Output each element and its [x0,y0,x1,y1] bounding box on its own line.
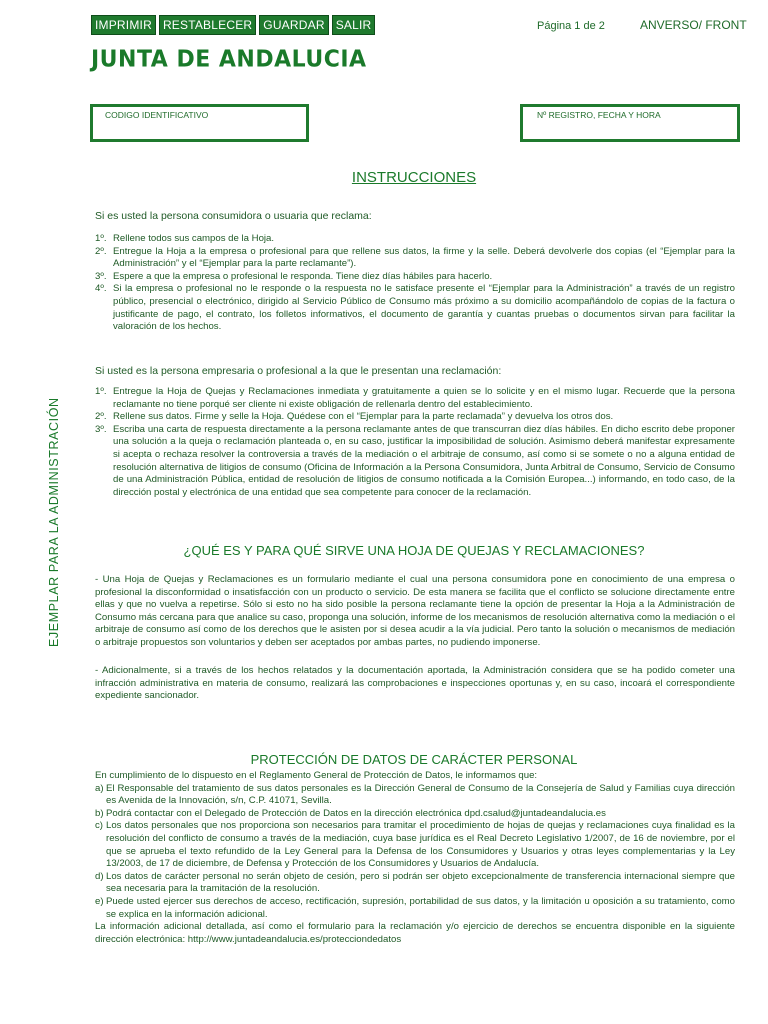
junta-logo: JUNTA DE ANDALUCIA [91,46,367,73]
list-item: 2º. Entregue la Hoja a la empresa o profesional para que rellene sus datos, la firme y la selle. Deberá devolverle dos copias (el “Ejemplar para la Administración” y el “Ejemplar para la parte reclamante”). [95,245,735,270]
list-item: 1º. Entregue la Hoja de Quejas y Reclamaciones inmediata y gratuitamente a quien se lo solicite y en el mismo lugar. Recuerde que la persona reclamante no tiene porqué ser cliente ni existe obligación de rellenarla dentro del establecimiento. [95,386,735,410]
registro-field[interactable] [520,104,740,142]
list-item: d) Los datos de carácter personal no serán objeto de cesión, pero si podrán ser objeto excepcionalmente de transferencia internacional siempre que sea necesaria para la tramitación de la resolución. [95,870,735,895]
list-item: 3º. Espere a que la empresa o profesional le responda. Tiene diez días hábiles para hacerlo. [95,270,493,282]
codigo-field[interactable] [90,104,309,142]
proteccion-footer: La información adicional detallada, así como el formulario para la reclamación y/o ejercicio de derechos se encuentra disponible en la siguiente dirección electrónica: http://www.juntadeandalucia.es/protecciondedatos [95,921,735,945]
instructions-title: INSTRUCCIONES [351,169,477,186]
proteccion-body [95,770,735,946]
business-intro: Si usted es la persona empresaria o profesional a la que le presentan una reclamación: [95,365,502,377]
reset-button[interactable]: RESTABLECER [159,15,256,35]
list-item: e) Puede usted ejercer sus derechos de acceso, rectificación, supresión, portabilidad de sus datos, y la limitación u oposición a su tratamiento, como se explica en la información adicional. [95,895,735,920]
list-item: 3º. Escriba una carta de respuesta directamente a la persona reclamante antes de que transcurran diez días hábiles. En dicho escrito debe proponer una solución a la queja o reclamación planteada o, en su caso, justificar la imposibilidad de solución. Asimismo deberá manifestar expresamente si acepta o rechaza resolver la controversia a través de la mediación o el arbitraje de consumo, así como si se somete o no a alguna entidad de resolución alternativa de litigios de consumo (Oficina de Información a la Persona Consumidora, Junta Arbitral de Consumo, Servicio de Consumo de una Administración Pública, entidad de resolución de litigios de consumo notificada a la Comisión Europea...) informando, en todo caso, de la dirección postal y electrónica de una entidad que sea competente para conocer de la reclamación. [95,423,735,498]
codigo-label: CODIGO IDENTIFICATIVO [105,110,209,120]
que-es-title: ¿QUÉ ES Y PARA QUÉ SIRVE UNA HOJA DE QUEJAS Y RECLAMACIONES? [183,543,645,558]
que-es-paragraph-1: - Una Hoja de Quejas y Reclamaciones es un formulario mediante el cual una persona consumidora pone en conocimiento de una empresa o profesional la disconformidad o insatisfacción con un producto o servicio. De esta manera se facilita que el conflicto se solucione directamente entre ellas y que no vuelva a repetirse. Sólo si esto no ha sido posible la persona reclamante tiene la opción de presentar la Hoja a la Administración de Consumo más cercana para que analice su caso, proponga una solución, informe de los mecanismos de resolución alternativa como la mediación o el arbitraje de consumo así como de los derechos que le asisten por si desea acudir a la vía judicial. Pero tanto la solución o mecanismos de mediación o arbitraje propuestos son voluntarios y deben ser aceptados por ambas partes, no pudiendo imponerse. [95,574,735,648]
save-button[interactable]: GUARDAR [259,15,328,35]
exit-button[interactable]: SALIR [332,15,376,35]
consumer-intro: Si es usted la persona consumidora o usuaria que reclama: [95,210,372,222]
list-item: a) El Responsable del tratamiento de sus datos personales es la Dirección General de Consumo de la Consejería de Salud y Familias cuya dirección es Avenida de la Innovación, s/n, C.P. 41071, Sevilla. [95,782,735,807]
list-item: 1º. Rellene todos sus campos de la Hoja. [95,233,275,244]
registro-label: Nº REGISTRO, FECHA Y HORA [537,110,661,120]
proteccion-title: PROTECCIÓN DE DATOS DE CARÁCTER PERSONAL [250,752,578,767]
print-button[interactable]: IMPRIMIR [91,15,156,35]
list-item: 2º. Rellene sus datos. Firme y selle la Hoja. Quédese con el “Ejemplar para la parte reclamada” y devuelva los otros dos. [95,411,614,423]
list-item: 4º. Si la empresa o profesional no le responde o la respuesta no le satisface presente el “Ejemplar para la Administración” a través de un registro público, presencial o electrónico, dirigido al Servicio Público de Consumo más próximo a su domicilio acompañándolo de copias de la factura o justificante de pago, el contrato, los folletos informativos, el documento de garantía y cuantas pruebas o documentos sirvan para facilitar la valoración de los hechos. [95,283,735,333]
list-item: b) Podrá contactar con el Delegado de Protección de Datos en la dirección electrónica dpd.csalud@juntadeandalucia.es [95,807,606,819]
que-es-paragraph-2: - Adicionalmente, si a través de los hechos relatados y la documentación aportada, la Administración considera que se ha podido cometer una infracción administrativa en materia de consumo, realizará las comprobaciones e inspecciones oportunas y, en su caso, incoará el correspondiente expediente sancionador. [95,665,735,702]
consumer-list [95,233,735,334]
toolbar [91,15,375,35]
business-list [95,386,735,499]
page-indicator: Página 1 de 2 [537,20,605,32]
vertical-label: EJEMPLAR PARA LA ADMINISTRACIÓN [47,397,61,647]
proteccion-intro: En cumplimiento de lo dispuesto en el Reglamento General de Protección de Datos, le informamos que: [95,770,538,781]
list-item: c) Los datos personales que nos proporciona son necesarios para tramitar el procedimiento de hojas de quejas y reclamaciones cuya finalidad es la resolución del conflicto de consumo a través de la mediación, cuya base jurídica es el Real Decreto Legislativo 1/2007, de 16 de noviembre, por el que se aprueba el texto refundido de la Ley General para la Defensa de los Consumidores y Usuarios y otras leyes complementarias y la Ley 13/2003, de 17 de diciembre, de Defensa y Protección de los Consumidores y Usuarios de Andalucía. [95,820,735,870]
side-label: ANVERSO/ FRONT [640,18,747,32]
